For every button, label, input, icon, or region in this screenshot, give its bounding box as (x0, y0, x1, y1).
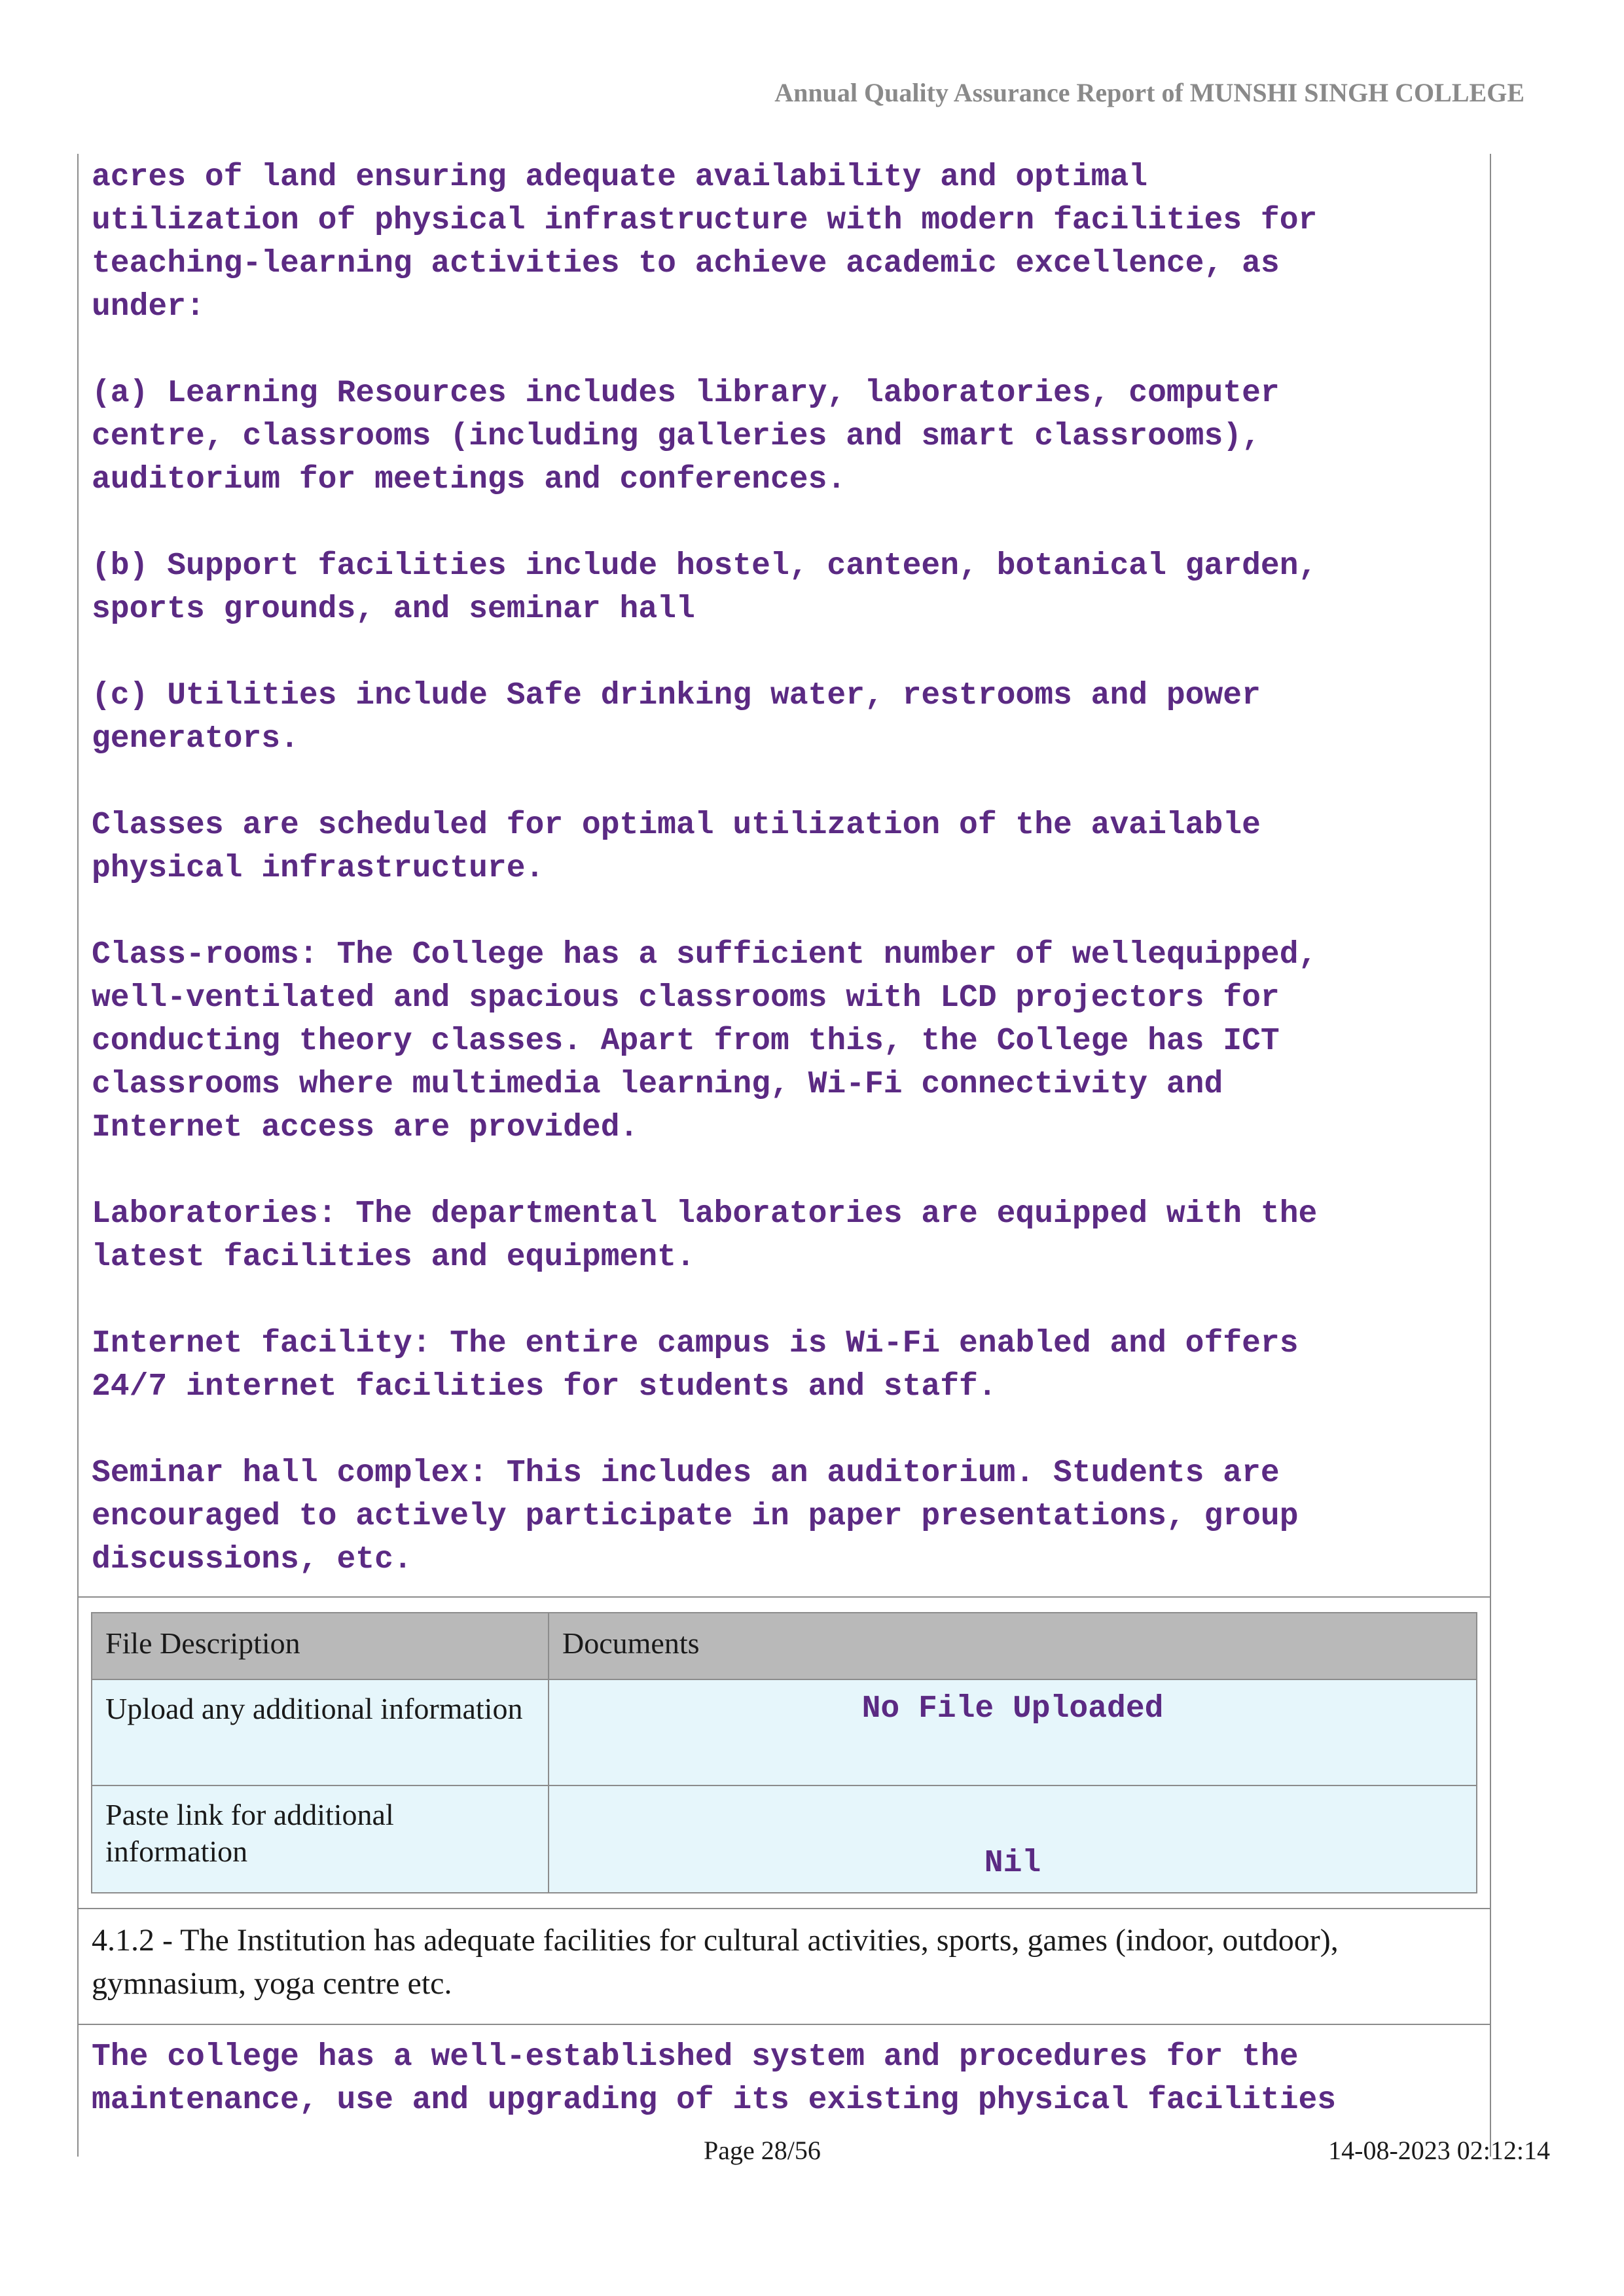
criterion-response-text: The college has a well-established system and procedures for the maintenance, use and upgrading of its existing physical facilities (92, 2039, 1337, 2118)
paragraph-support-facilities: (b) Support facilities include hostel, canteen, botanical garden, sports grounds, and seminar hall (92, 548, 1318, 627)
paragraph-classrooms: Class-rooms: The College has a sufficient number of wellequipped, well-ventilated and spacious classrooms with LCD projectors for conducting theory classes. Apart from this, the College has ICT classrooms where multimedia learning, Wi-Fi connectivity and Internet access are provided. (92, 937, 1318, 1145)
document-value-cell: No File Uploaded (549, 1679, 1477, 1785)
paragraph-learning-resources: (a) Learning Resources includes library, laboratories, computer centre, classrooms (including galleries and smart classrooms), auditorium for meetings and conferences. (92, 376, 1280, 497)
file-description-table (91, 1612, 1477, 1893)
document-link-cell[interactable]: Nil (549, 1785, 1477, 1893)
section-divider (77, 2024, 1491, 2025)
paragraph-laboratories: Laboratories: The departmental laboratories are equipped with the latest facilities and equipment. (92, 1196, 1318, 1275)
paragraph-utilities: (c) Utilities include Safe drinking water, restrooms and power generators. (92, 678, 1261, 757)
generated-datetime: 14-08-2023 02:12:14 (1328, 2136, 1550, 2165)
table-row (92, 1785, 1477, 1893)
file-description-cell: Paste link for additional information (92, 1785, 549, 1893)
column-header-documents: Documents (549, 1613, 1477, 1679)
section-divider (77, 1596, 1491, 1598)
paragraph-class-scheduling: Classes are scheduled for optimal utilization of the available physical infrastructure. (92, 808, 1261, 886)
table-header-row (92, 1613, 1477, 1679)
section-divider (77, 1908, 1491, 1909)
report-header-title: Annual Quality Assurance Report of MUNSHI SINGH COLLEGE (774, 78, 1525, 107)
paragraph-infrastructure-intro: acres of land ensuring adequate availability and optimal utilization of physical infrastructure with modern facilities for teaching-learning activities to achieve academic excellence, as under: (92, 160, 1318, 325)
page-number: Page 28/56 (704, 2136, 821, 2165)
paragraph-internet-facility: Internet facility: The entire campus is Wi-Fi enabled and offers 24/7 internet facilities for students and staff. (92, 1326, 1299, 1405)
table-row (92, 1679, 1477, 1785)
column-header-file-description: File Description (92, 1613, 549, 1679)
file-description-cell: Upload any additional information (92, 1679, 549, 1785)
paragraph-seminar-hall: Seminar hall complex: This includes an auditorium. Students are encouraged to actively participate in paper presentations, group discussions, etc. (92, 1456, 1299, 1577)
criterion-4-1-2-text: 4.1.2 - The Institution has adequate facilities for cultural activities, sports, games (indoor, outdoor), gymnasium, yoga centre etc. (92, 1923, 1339, 2001)
